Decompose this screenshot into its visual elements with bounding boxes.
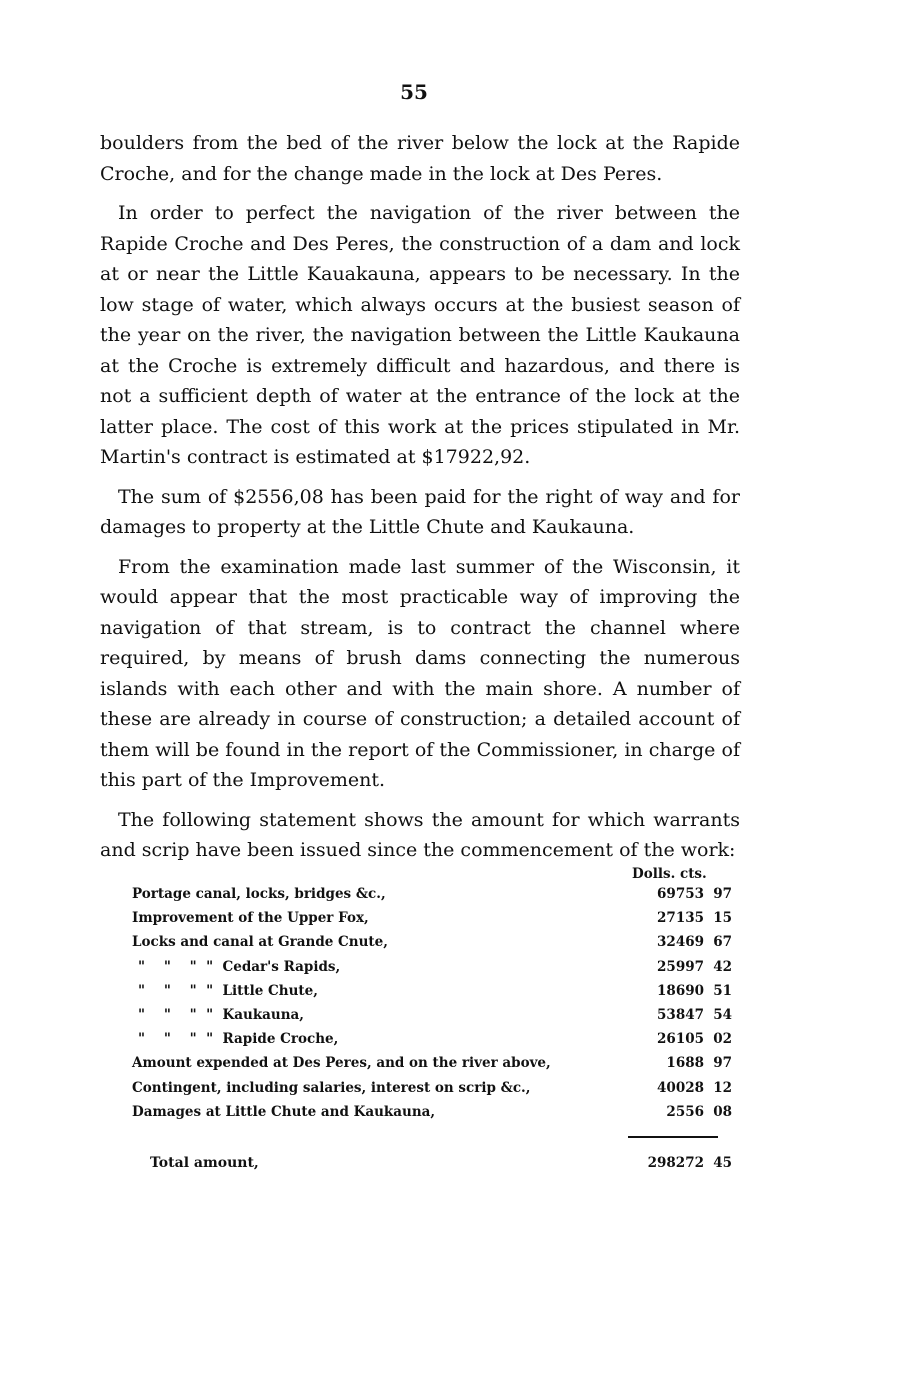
row-label: Contingent, including salaries, interest on scrip &c.,: [132, 1079, 531, 1096]
column-header: Dolls. cts.: [632, 866, 707, 882]
total-rule: [628, 1136, 718, 1138]
paragraph: The following statement shows the amount for which warrants and scrip have been issued since the commencement of the work:: [100, 808, 740, 861]
total-dollars: 298272: [647, 1154, 704, 1171]
row-cents: 54: [713, 1007, 732, 1024]
table-row: [132, 930, 732, 954]
expense-table: [132, 858, 732, 1176]
total-label: Total amount,: [150, 1154, 259, 1171]
row-cents: 67: [713, 934, 732, 951]
total-row: [132, 1150, 732, 1176]
row-cents: 97: [713, 1055, 732, 1072]
row-cents: 51: [713, 982, 732, 999]
table-row: [132, 882, 732, 906]
row-label: " " " " Little Chute,: [138, 982, 318, 999]
row-label: " " " " Rapide Croche,: [138, 1031, 339, 1048]
table-row: [132, 1051, 732, 1075]
row-cents: 42: [713, 958, 732, 975]
row-dollars: 53847: [657, 1007, 704, 1024]
row-label: Locks and canal at Grande Cnute,: [132, 934, 388, 951]
row-dollars: 26105: [657, 1031, 704, 1048]
table-row: [132, 1003, 732, 1027]
row-label: Portage canal, locks, bridges &c.,: [132, 886, 386, 903]
row-label: " " " " Kaukauna,: [138, 1007, 305, 1024]
row-label: Improvement of the Upper Fox,: [132, 910, 369, 927]
row-label: " " " " Cedar's Rapids,: [138, 958, 341, 975]
table-row: [132, 906, 732, 930]
row-dollars: 18690: [657, 982, 704, 999]
table-header-row: [132, 858, 732, 882]
row-cents: 08: [713, 1103, 732, 1120]
table-row: [132, 1027, 732, 1051]
row-cents: 15: [713, 910, 732, 927]
row-label: Damages at Little Chute and Kaukauna,: [132, 1103, 436, 1120]
row-dollars: 32469: [657, 934, 704, 951]
paragraph: boulders from the bed of the river below the lock at the Rapide Croche, and for the change made in the lock at Des Peres.: [100, 132, 740, 185]
table-row: [132, 1076, 732, 1100]
table-row: [132, 955, 732, 979]
table-row: [132, 1100, 732, 1124]
row-dollars: 2556: [666, 1103, 704, 1120]
row-dollars: 69753: [657, 886, 704, 903]
paragraph: From the examination made last summer of the Wisconsin, it would appear that the most practicable way of improving the navigation of that stream, is to contract the channel where required, by means of brush dams connecting the numerous islands with each other and with the main shore. A number of these are already in course of construction; a detailed account of them will be found in the report of the Commissioner, in charge of this part of the Improvement.: [100, 555, 740, 791]
row-cents: 97: [713, 886, 732, 903]
row-cents: 02: [713, 1031, 732, 1048]
row-cents: 12: [713, 1079, 732, 1096]
body-text: [100, 128, 740, 875]
total-cents: 45: [713, 1154, 732, 1171]
table-row: [132, 979, 732, 1003]
paragraph: The sum of $2556,08 has been paid for the right of way and for damages to property at the Little Chute and Kaukauna.: [100, 485, 740, 538]
row-dollars: 27135: [657, 910, 704, 927]
paragraph: In order to perfect the navigation of the river between the Rapide Croche and Des Peres, the construction of a dam and lock at or near the Little Kauakauna, appears to be necessary. In the low stage of water, which always occurs at the busiest season of the year on the river, the navigation between the Little Kaukauna at the Croche is extremely difficult and hazardous, and there is not a sufficient depth of water at the entrance of the lock at the latter place. The cost of this work at the prices stipulated in Mr. Martin's contract is estimated at $17922,92.: [100, 202, 740, 468]
row-label: Amount expended at Des Peres, and on the river above,: [132, 1055, 551, 1072]
row-dollars: 1688: [666, 1055, 704, 1072]
row-dollars: 40028: [657, 1079, 704, 1096]
row-dollars: 25997: [657, 958, 704, 975]
page-number: 55: [400, 80, 428, 104]
